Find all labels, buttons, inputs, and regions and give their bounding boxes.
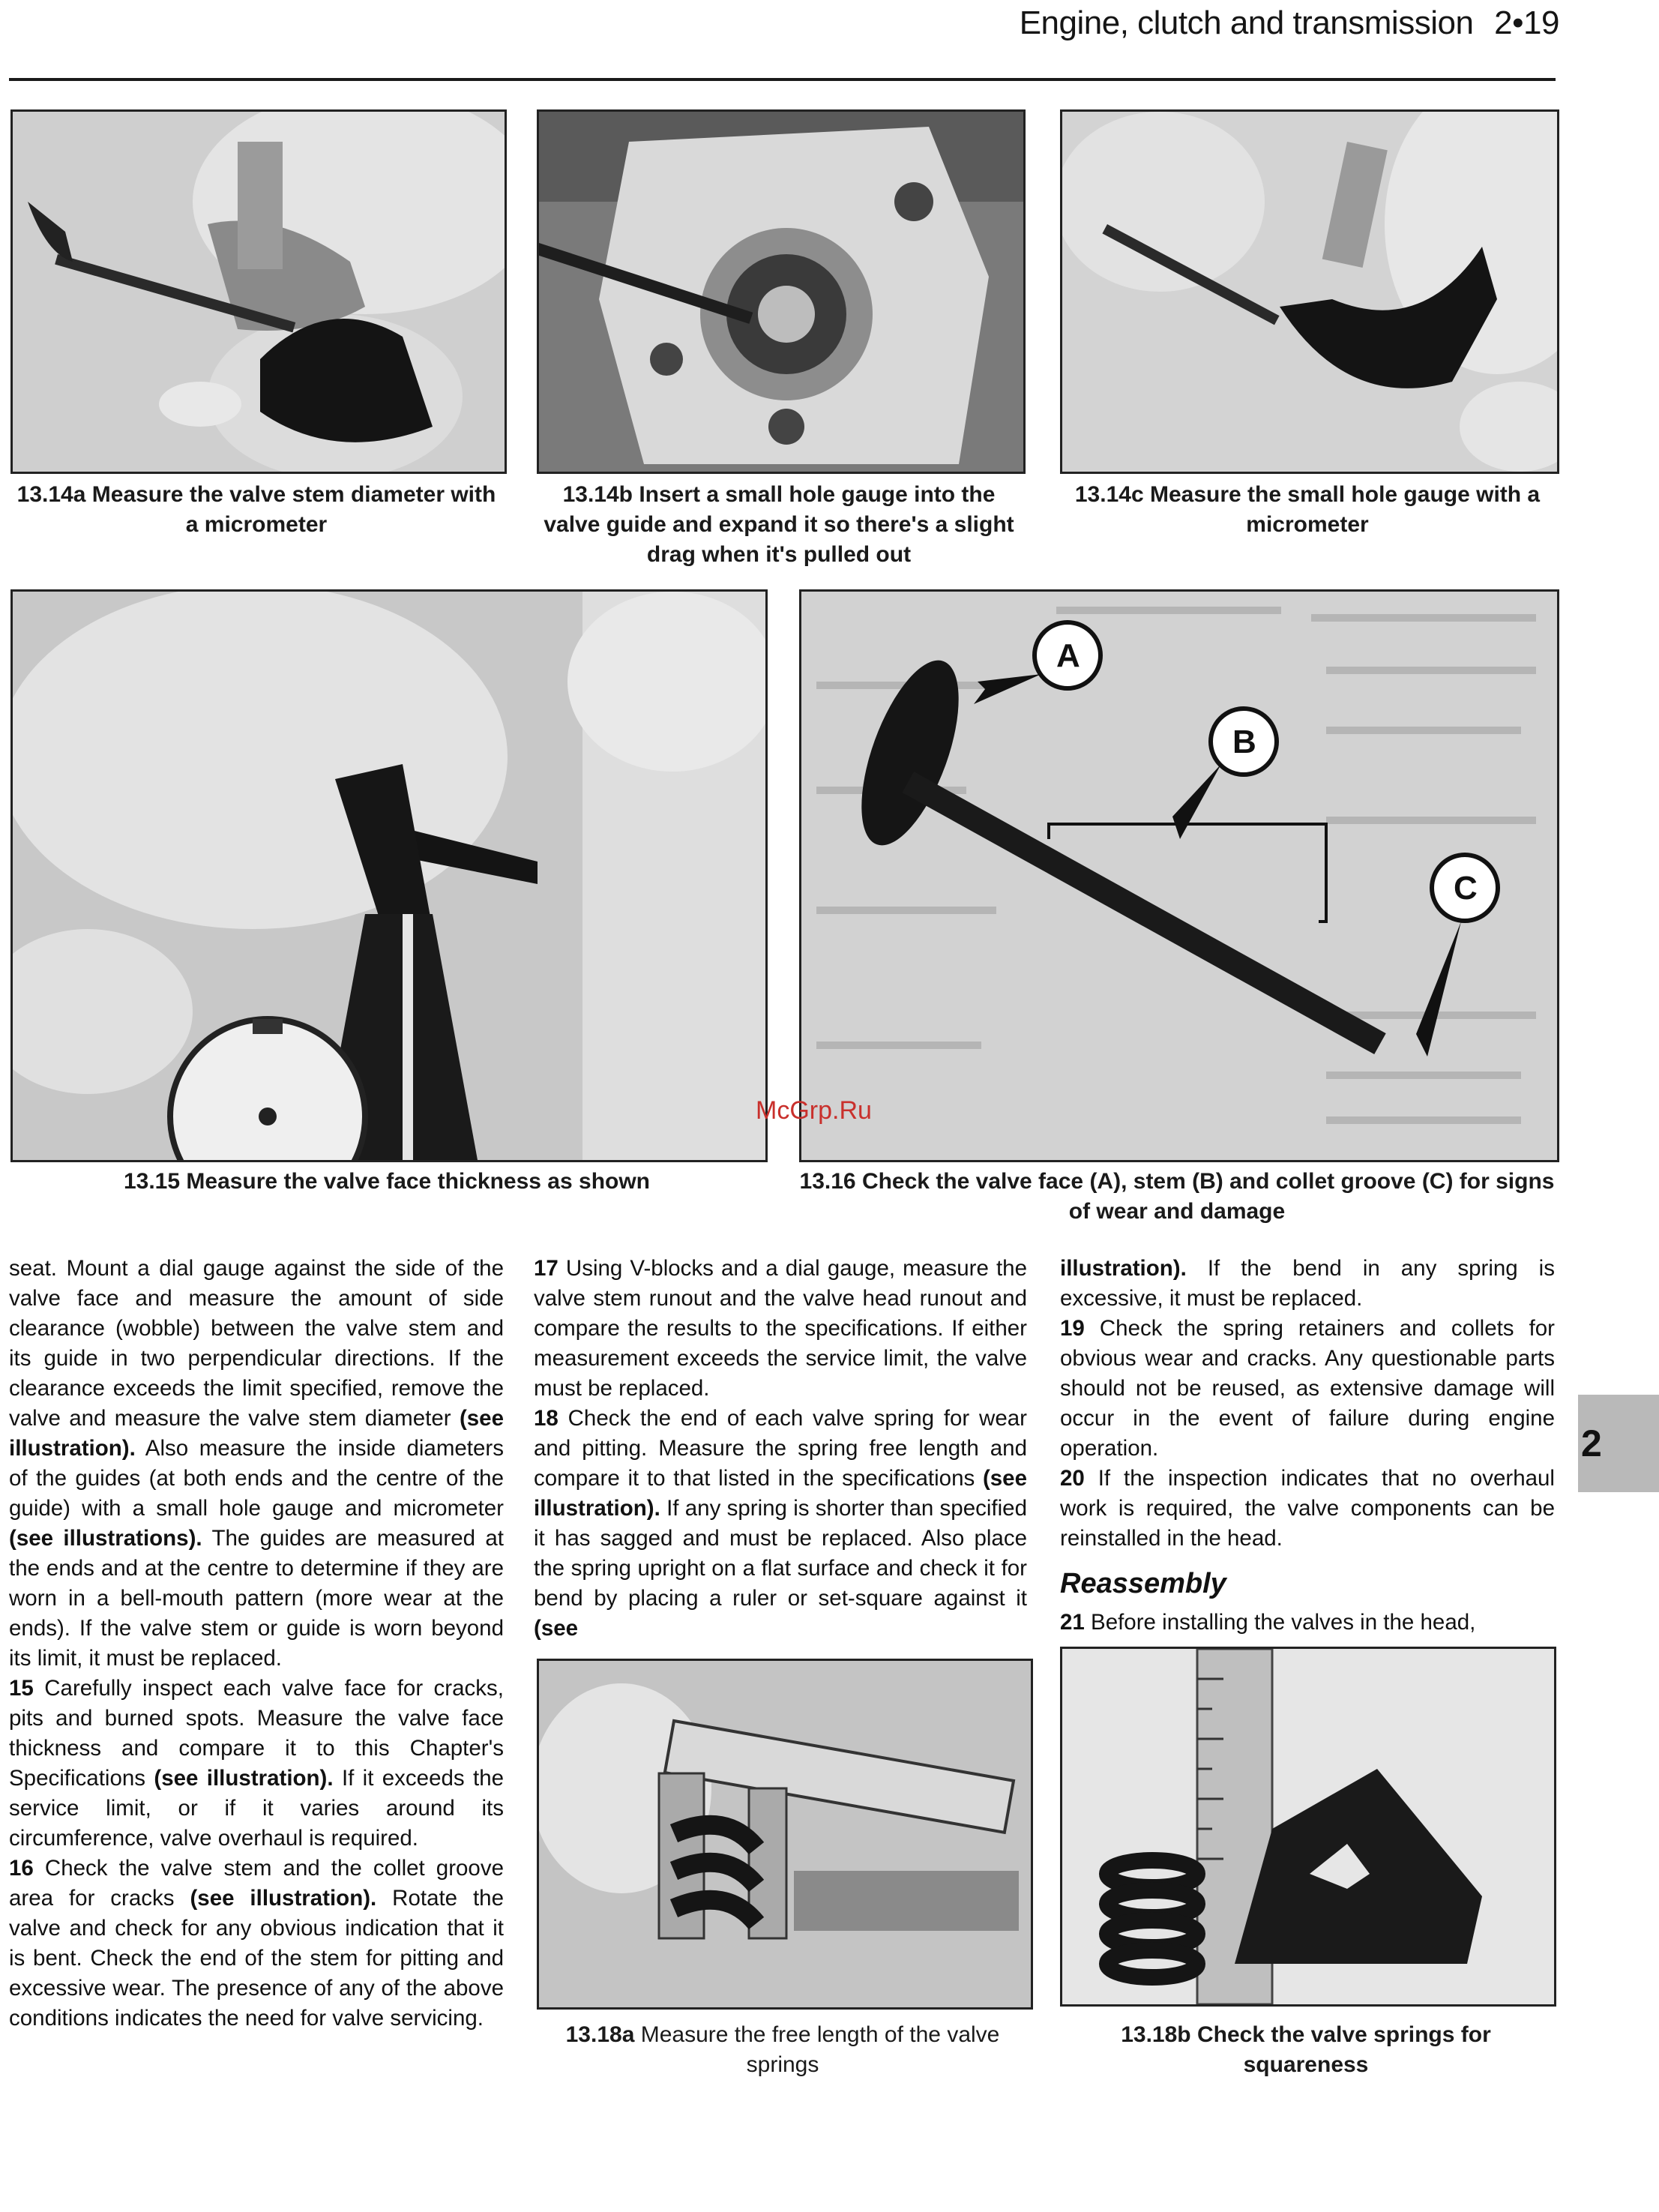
text-run: If the inspection indicates that no overhaul work is required, the valve components can be reinstalled in the head. bbox=[1060, 1466, 1555, 1551]
page-number: 2•19 bbox=[1494, 4, 1559, 41]
figure-text: Check the valve face (A), stem (B) and collet groove (C) for signs of wear and damage bbox=[861, 1169, 1555, 1224]
text-run: The guides are measured at the ends and at the centre to determine if they are worn in a bell-mouth pattern (more wear at the ends). If the valve stem or guide is worn beyond its limit, it must be replaced. bbox=[9, 1526, 505, 1671]
callout-c: C bbox=[1454, 870, 1478, 907]
figure-text: Measure the valve face thickness as shown bbox=[186, 1169, 651, 1194]
illustration-ref: (see illustration). bbox=[190, 1886, 377, 1911]
illustration-ref: (see illustration). bbox=[154, 1766, 334, 1791]
caption-13-14b bbox=[537, 480, 1021, 570]
photo-13-15 bbox=[10, 589, 768, 1162]
paragraph-15 bbox=[9, 1674, 504, 1854]
illustration-ref: (see illustration). bbox=[534, 1466, 1027, 1521]
caliper-spring-image bbox=[539, 1661, 1031, 2007]
text-run: If any spring is shorter than specified it has sagged and must be replaced. Also place the spring upright on a flat surface and check it for bend by placing a ruler or set-square against it bbox=[534, 1496, 1027, 1611]
text-run: Using V-blocks and a dial gauge, measure the valve stem runout and the valve head runout and compare the results to the specifications. If either measurement exceeds the service limit, the valve must be replaced. bbox=[534, 1256, 1027, 1401]
section-heading: Reassembly bbox=[1060, 1568, 1226, 1599]
text-run: Check the end of each valve spring for wear and pitting. Measure the spring free length and compare it to that listed in the specifications bbox=[534, 1406, 1027, 1491]
text-run: seat. Mount a dial gauge against the side of the valve face and measure the amount of side clearance (wobble) between the valve stem and its guide in two perpendicular directions. If the clearance exceeds the limit specified, remove the valve and measure the valve stem diameter bbox=[9, 1256, 504, 1431]
figure-number: 13.14c bbox=[1074, 482, 1144, 507]
text-run: Rotate the valve and check for any obvious indication that it is bent. Check the end of the stem for pitting and excessive wear. The presence of any of the above conditions indicates the need for valve servicing. bbox=[9, 1886, 504, 2031]
figure-number: 13.15 bbox=[123, 1169, 181, 1194]
figure-text: Measure the small hole gauge with a micrometer bbox=[1149, 482, 1541, 537]
caption-13-14a bbox=[10, 480, 502, 540]
photo-13-18b bbox=[1060, 1647, 1556, 2007]
paragraph-14-continued bbox=[9, 1254, 504, 1674]
photo-13-16 bbox=[799, 589, 1559, 1162]
photo-13-14b bbox=[537, 109, 1026, 474]
paragraph-number: 19 bbox=[1060, 1316, 1085, 1341]
text-column-1 bbox=[9, 1254, 504, 2034]
photo-13-14a bbox=[10, 109, 507, 474]
figure-number: 13.14a bbox=[16, 482, 86, 507]
text-column-3 bbox=[1060, 1254, 1555, 1638]
chapter-tab: 2 bbox=[1578, 1395, 1659, 1492]
text-run: Check the spring retainers and collets for obvious wear and cracks. Any questionable parts should not be reused, as extensive damage will occur in the event of failure during engine operation. bbox=[1060, 1316, 1556, 1461]
text-run: Check the valve stem and the collet groove area for cracks bbox=[9, 1856, 504, 1911]
paragraph-17 bbox=[534, 1254, 1027, 1404]
page-header bbox=[990, 4, 1559, 51]
caption-13-16 bbox=[799, 1167, 1555, 1227]
paragraph-number: 21 bbox=[1060, 1610, 1085, 1635]
photo-13-18a bbox=[537, 1659, 1033, 2010]
paragraph-number: 17 bbox=[534, 1256, 558, 1281]
figure-text: Insert a small hole gauge into the valve guide and expand it so there's a slight drag when it's pulled out bbox=[544, 482, 1014, 567]
paragraph-number: 18 bbox=[534, 1406, 558, 1431]
text-run: Carefully inspect each valve face for cracks, pits and burned spots. Measure the valve face thickness and compare it to this Chapter's Specifications bbox=[9, 1676, 504, 1791]
paragraph-20 bbox=[1060, 1464, 1555, 1554]
figure-text: Measure the valve stem diameter with a micrometer bbox=[91, 482, 496, 537]
watermark: McGrp.Ru bbox=[756, 1096, 872, 1125]
illustration-ref: (see illustration). bbox=[9, 1406, 504, 1461]
figure-number: 13.18a bbox=[565, 2022, 635, 2047]
chapter-title: Engine, clutch and transmission bbox=[1019, 4, 1474, 41]
text-run: Before installing the valves in the head, bbox=[1091, 1610, 1476, 1635]
caption-13-18b bbox=[1060, 2020, 1552, 2080]
callout-a: A bbox=[1056, 637, 1080, 674]
figure-text: Check the valve springs for squareness bbox=[1196, 2022, 1491, 2077]
cylinder-head-gauge-image bbox=[539, 112, 1023, 472]
illustration-ref: (see bbox=[534, 1616, 579, 1641]
illustration-ref: illustration). bbox=[1060, 1256, 1187, 1281]
caption-13-15 bbox=[10, 1167, 763, 1197]
paragraph-number: 16 bbox=[9, 1856, 34, 1881]
paragraph-18-continued bbox=[1060, 1254, 1555, 1314]
set-square-spring-image bbox=[1062, 1649, 1554, 2004]
paragraph-16 bbox=[9, 1854, 504, 2034]
caption-13-14c bbox=[1060, 480, 1555, 540]
text-run: If the bend in any spring is excessive, it must be replaced. bbox=[1060, 1256, 1555, 1311]
figure-number: 13.18b bbox=[1121, 2022, 1191, 2047]
caption-13-18a bbox=[537, 2020, 1029, 2080]
callout-b: B bbox=[1232, 724, 1256, 760]
photo-13-14c bbox=[1060, 109, 1559, 474]
header-rule bbox=[9, 78, 1556, 81]
text-run: If it exceeds the service limit, or if it varies around its circumference, valve overhaul is required. bbox=[9, 1766, 505, 1851]
figure-number: 13.16 bbox=[799, 1169, 856, 1194]
paragraph-18 bbox=[534, 1404, 1027, 1644]
text-run: Also measure the inside diameters of the guides (at both ends and the centre of the guide) with a small hole gauge and micrometer bbox=[9, 1436, 504, 1521]
valve-callout-image bbox=[801, 592, 1557, 1160]
figure-text: Measure the free length of the valve springs bbox=[640, 2022, 1000, 2077]
micrometer-gauge-image bbox=[1062, 112, 1557, 472]
illustration-ref: (see illustrations). bbox=[9, 1526, 202, 1551]
micrometer-valve-image bbox=[13, 112, 505, 472]
paragraph-number: 15 bbox=[9, 1676, 34, 1701]
paragraph-number: 20 bbox=[1060, 1466, 1085, 1491]
text-column-2 bbox=[534, 1254, 1027, 1644]
paragraph-19 bbox=[1060, 1314, 1555, 1464]
figure-number: 13.14b bbox=[562, 482, 633, 507]
paragraph-21 bbox=[1060, 1608, 1555, 1638]
valve-caliper-image bbox=[13, 592, 765, 1160]
